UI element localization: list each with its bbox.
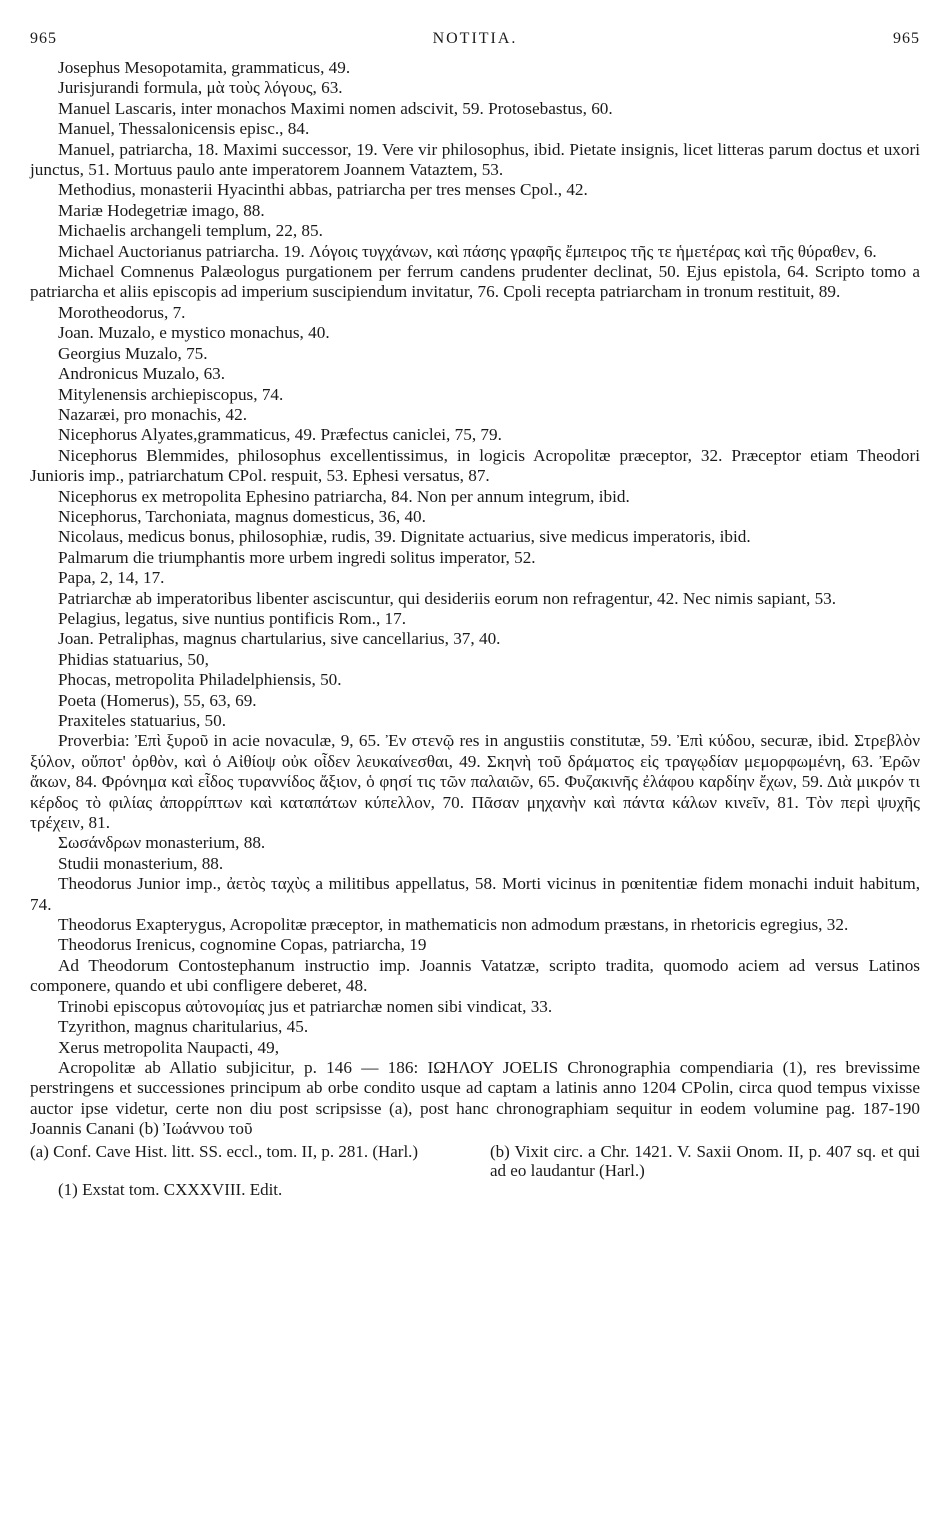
footnote-a: (a) Conf. Cave Hist. litt. SS. eccl., tom. II, p. 281. (Harl.) bbox=[30, 1141, 419, 1161]
index-entry: Morotheodorus, 7. bbox=[58, 302, 186, 322]
index-entry: Theodorus Exapterygus, Acropolitæ præceptor, in mathematicis non admodum præstans, in rhetoricis egregius, 32. bbox=[58, 915, 849, 935]
index-entry: Phocas, metropolita Philadelphiensis, 50. bbox=[58, 670, 342, 690]
index-entry: Nicolaus, medicus bonus, philosophiæ, rudis, 39. Dignitate actuarius, sive medicus imperatoris, ibid. bbox=[58, 527, 751, 547]
index-entry: Ad Theodorum Contostephanum instructio imp. Joannis Vatatzæ, scripto tradita, quomodo aciem ad versus Latinos componere, quando et ubi confligere deberet, 48. bbox=[30, 955, 920, 996]
index-entry: Jurisjurandi formula, μὰ τοὺς λόγους, 63. bbox=[58, 78, 343, 98]
index-entry: Studii monasterium, 88. bbox=[58, 853, 224, 873]
index-entry: Σωσάνδρων monasterium, 88. bbox=[58, 833, 266, 853]
index-entry: Pelagius, legatus, sive nuntius pontificis Rom., 17. bbox=[58, 608, 407, 628]
index-entry: Palmarum die triumphantis more urbem ingredi solitus imperator, 52. bbox=[58, 547, 536, 567]
index-entries bbox=[30, 58, 920, 1140]
index-entry: Joan. Petraliphas, magnus chartularius, sive cancellarius, 37, 40. bbox=[58, 629, 501, 649]
index-entry: Nicephorus Alyates,grammaticus, 49. Præfectus caniclei, 75, 79. bbox=[58, 425, 502, 445]
index-entry: Nicephorus Blemmides, philosophus excellentissimus, in logicis Acropolitæ præceptor, 32. Præceptor etiam Theodori Junioris imp., patriarchatum CPol. respuit, 53. Ephesi versatus, 87. bbox=[30, 445, 920, 486]
footnote-b: (b) Vixit circ. a Chr. 1421. V. Saxii Onom. II, p. 407 sq. et qui ad eo laudantur (Harl.) bbox=[490, 1141, 920, 1180]
index-entry: Praxiteles statuarius, 50. bbox=[58, 711, 227, 730]
index-entry: Michael Auctorianus patriarcha. 19. Λόγοις τυγχάνων, καὶ πάσης γραφῆς ἔμπειρος τῆς τε ἡμετέρας καὶ τῆς θύραθεν, 6. bbox=[58, 241, 877, 261]
index-entry: Poeta (Homerus), 55, 63, 69. bbox=[58, 690, 257, 710]
document-page bbox=[30, 30, 920, 1199]
index-entry: Michaelis archangeli templum, 22, 85. bbox=[58, 221, 323, 241]
index-entry: Mariæ Hodegetriæ imago, 88. bbox=[58, 200, 265, 220]
index-entry: Manuel Lascaris, inter monachos Maximi nomen adscivit, 59. Protosebastus, 60. bbox=[58, 98, 613, 118]
index-entry: Nicephorus, Tarchoniata, magnus domesticus, 36, 40. bbox=[58, 506, 426, 526]
index-entry: Josephus Mesopotamita, grammaticus, 49. bbox=[58, 58, 351, 77]
index-entry-proverbia: Proverbia: Ἐπὶ ξυροῦ in acie novaculæ, 9, 65. Ἐν στενῷ res in angustiis constitutæ, 59. Ἐπὶ κύδου, securæ, ibid. Στρεβλὸν ξύλον, οὔποτ' ὀρθὸν, καὶ ὁ Αἰθίοψ οὐκ οἶδεν λευκαίνεσθαι, 49. Σκηνὴ τοῦ δράματος εἰς τραγῳδίαν μεμορφωμένη, 63. Ἐρῶν ἄκων, 84. Φρόνημα καὶ εἶδος τυραννίδος ἄξιον, ὁ φησί τις τῶν παλαιῶν, 65. Φυζακινῆς ἐλάφου καρδίην ἔχων, 59. Διὰ μικρόν τι κέρδος τὸ φιλίας ἀπορρίπτων καὶ καταπάτων κύπελλον, 70. Πᾶσαν μηχανὴν καὶ πάντα κάλων κινεῖν, 81. Τὸν περὶ ψυχῆς τρέχειν, 81. bbox=[30, 731, 920, 833]
index-entry: Papa, 2, 14, 17. bbox=[58, 568, 165, 588]
index-entry: Theodorus Junior imp., ἀετὸς ταχὺς a militibus appellatus, 58. Morti vicinus in pœnitentiæ fidem monachi induit habitum, 74. bbox=[30, 874, 920, 914]
index-entry: Georgius Muzalo, 75. bbox=[58, 343, 208, 363]
index-entry: Methodius, monasterii Hyacinthi abbas, patriarcha per tres menses Cpol., 42. bbox=[58, 180, 588, 200]
index-entry: Mitylenensis archiepiscopus, 74. bbox=[58, 384, 284, 404]
index-entry: Manuel, Thessalonicensis episc., 84. bbox=[58, 119, 310, 139]
index-entry: Manuel, patriarcha, 18. Maximi successor, 19. Vere vir philosophus, ibid. Pietate insignis, licet litteras parum doctus et uxori junctus, 51. Mortuus paulo ante imperatorem Joannem Vataztem, 53. bbox=[30, 139, 920, 180]
index-entry: Michael Comnenus Palæologus purgationem per ferrum candens prudenter declinat, 50. Ejus epistola, 64. Scripto tomo a patriarcha et aliis episcopis ad imperium suscipiendum invitatur, 76. Cpoli recepta patriarcham in tronum restituit, 89. bbox=[30, 262, 920, 302]
index-entry: Patriarchæ ab imperatoribus libenter asciscuntur, qui desideriis eorum non refragentur, 42. Nec nimis sapiant, 53. bbox=[58, 588, 837, 608]
body-paragraph: Acropolitæ ab Allatio subjicitur, p. 146 — 186: ΙΩΗΛΟΥ JOELIS Chronographia compendiaria (1), res brevissime perstringens et successiones principum ab orbe condito usque ad captam a latinis anno 1204 CPolin, circa quod tempus vixisse auctor ipse videtur, certe non diu post scripsisse (a), post hanc chronographiam sequitur in eodem volumine pag. 187-190 Joannis Canani (b) Ἰωάννου τοῦ bbox=[30, 1057, 920, 1139]
footnotes bbox=[30, 1142, 920, 1199]
index-entry: Theodorus Irenicus, cognomine Copas, patriarcha, 19 bbox=[58, 935, 427, 955]
running-title: NOTITIA. bbox=[432, 30, 518, 47]
index-entry: Tzyrithon, magnus charitularius, 45. bbox=[58, 1017, 309, 1037]
running-header bbox=[30, 30, 920, 58]
page-number-left: 965 bbox=[30, 30, 57, 47]
index-entry: Phidias statuarius, 50, bbox=[58, 649, 209, 669]
footnote-1: (1) Exstat tom. CXXXVIII. Edit. bbox=[58, 1179, 283, 1199]
index-entry: Trinobi episcopus αὐτονομίας jus et patriarchæ nomen sibi vindicat, 33. bbox=[58, 996, 553, 1016]
index-entry: Andronicus Muzalo, 63. bbox=[58, 364, 226, 384]
index-entry: Nazaræi, pro monachis, 42. bbox=[58, 404, 248, 424]
index-entry: Nicephorus ex metropolita Ephesino patriarcha, 84. Non per annum integrum, ibid. bbox=[58, 486, 630, 506]
index-entry: Joan. Muzalo, e mystico monachus, 40. bbox=[58, 323, 330, 343]
page-number-right: 965 bbox=[893, 30, 920, 47]
index-entry: Xerus metropolita Naupacti, 49, bbox=[58, 1037, 279, 1057]
